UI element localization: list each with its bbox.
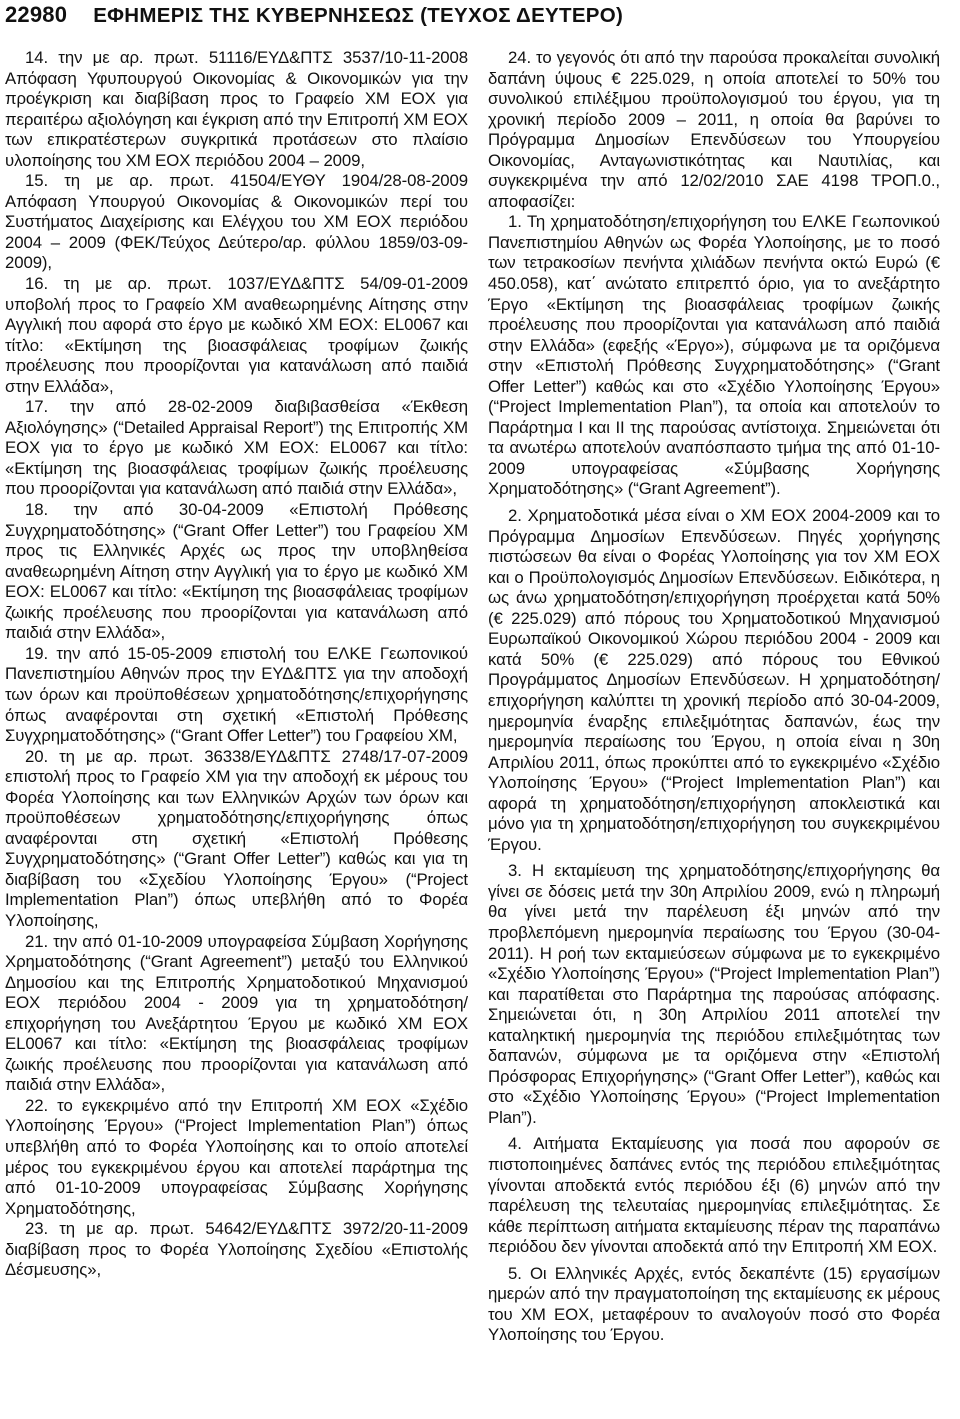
paragraph: 23. τη με αρ. πρωτ. 54642/ΕΥΔ&ΠΤΣ 3972/20-11-2009 διαβίβαση προς το Φορέα Υλοποίησης Σχεδίου «Επιστολής Δέσμευσης», <box>5 1219 468 1280</box>
left-column <box>5 48 468 1346</box>
paragraph: 16. τη με αρ. πρωτ. 1037/ΕΥΔ&ΠΤΣ 54/09-01-2009 υποβολή προς το Γραφείο ΧΜ αναθεωρημένης Αίτησης στην Αγγλική που αφορά στο έργο με κωδικό ΧΜ ΕΟΧ: EL0067 και τίτλο: «Εκτίμηση της βιοασφάλειας τροφίμων ζωικής προέλευσης που προορίζονται για κατανάλωση από παιδιά στην Ελλάδα», <box>5 274 468 396</box>
gazette-title: ΕΦΗΜΕΡΙΣ ΤΗΣ ΚΥΒΕΡΝΗΣΕΩΣ (ΤΕΥΧΟΣ ΔΕΥΤΕΡΟ) <box>93 4 624 27</box>
paragraph: 24. το γεγονός ότι από την παρούσα προκαλείται συνολική δαπάνη ύψους € 225.029, η οποία αποτελεί το 50% του συνολικού επιλέξιμου προϋπολογισμού του έργου, για τη χρονική περίοδο 2009 – 2011, η οποία θα βαρύνει το Πρόγραμμα Δημοσίων Επενδύσεων του Υπουργείου Οικονομίας, Ανταγωνιστικότητας και Ναυτιλίας, και συγκεκριμένα την από 12/02/2010 ΣΑΕ 4198 ΤΡΟΠ.0., αποφασίζει: <box>488 48 940 211</box>
paragraph: 22. το εγκεκριμένο από την Επιτροπή ΧΜ ΕΟΧ «Σχέδιο Υλοποίησης Έργου» (“Project Implementation Plan”) όπως υπεβλήθη από το Φορέα Υλοποίησης και το οποίο αποτελεί μέρος του εγκεκριμένου έργου και αποτελεί παράρτημα της από 01-10-2009 υπογραφείσας Σύμβασης Χορήγησης Χρηματοδότησης, <box>5 1095 468 1218</box>
paragraph: 1. Τη χρηματοδότηση/επιχορήγηση του ΕΛΚΕ Γεωπονικού Πανεπιστημίου Αθηνών ως Φορέα Υλοποίησης, με το ποσό των τετρακοσίων πενήντα χιλιάδων πενήντα οκτώ Ευρώ (€ 450.058), κατ΄ ανώτατο επιτρεπτό όριο, για το ανεξάρτητο Έργο «Εκτίμηση της βιοασφάλειας τροφίμων ζωικής προέλευσης που προορίζονται για κατανάλωση από παιδιά στην Ελλάδα» (εφεξής «Έργο»), σύμφωνα με τα οριζόμενα στην «Επιστολή Πρόθεσης Συγχρηματοδότησης» (“Grant Offer Letter”) καθώς και στο «Σχέδιο Υλοποίησης Έργου» (“Project Implementation Plan”), τα οποία και αποτελούν το Παράρτημα Ι και ΙΙ της παρούσας αντίστοιχα. Σημειώνεται ότι τα ανωτέρω αποτελούν αναπόσπαστο τμήμα της από 01-10-2009 υπογραφείσας «Σύμβασης Χορήγησης Χρηματοδότησης» (“Grant Agreement”). <box>488 212 940 499</box>
paragraph: 17. την από 28-02-2009 διαβιβασθείσα «Έκθεση Αξιολόγησης» (“Detailed Appraisal Report”) της Επιτροπής ΧΜ ΕΟΧ για το έργο με κωδικό ΧΜ ΕΟΧ: EL0067 και τίτλο: «Εκτίμηση της βιοασφάλειας τροφίμων ζωικής προέλευσης που προορίζονται για κατανάλωση από παιδιά στην Ελλάδα», <box>5 397 468 499</box>
right-column <box>488 48 940 1346</box>
paragraph: 19. την από 15-05-2009 επιστολή του ΕΛΚΕ Γεωπονικού Πανεπιστημίου Αθηνών προς την ΕΥΔ&ΠΤΣ για την αποδοχή των όρων και προϋποθέσεων χρηματοδότησης/επιχορήγησης όπως αναφέρονται στη σχετική «Επιστολή Πρόθεσης Συγχρηματοδότησης» (“Grant Offer Letter”) του Γραφείου ΧΜ, <box>5 643 468 746</box>
page-number: 22980 <box>5 2 68 27</box>
paragraph: 20. τη με αρ. πρωτ. 36338/ΕΥΔ&ΠΤΣ 2748/17-07-2009 επιστολή προς το Γραφείο ΧΜ για την αποδοχή εκ μέρους του Φορέα Υλοποίησης και των Ελληνικών Αρχών των όρων και προϋποθέσεων χρηματοδότησης/επιχορήγησης όπως αναφέρονται στη σχετική «Επιστολή Πρόθεσης Συγχρηματοδότησης» (“Grant Offer Letter”) καθώς και για τη διαβίβαση του «Σχεδίου Υλοποίησης Έργου» (“Project Implementation Plan”) όπως υπεβλήθη από το Φορέα Υλοποίησης, <box>5 746 468 930</box>
paragraph: 3. Η εκταμίευση της χρηματοδότησης/επιχορήγησης θα γίνει σε δόσεις μετά την 30η Απριλίου 2009, ενώ η πληρωμή θα γίνει μετά την παρέλευση έξι μηνών από την προβλεπόμενη ημερομηνία περαίωσης του Έργου (30-04-2011). Η ροή των εκταμιεύσεων σύμφωνα με το εγκεκριμένο «Σχέδιο Υλοποίησης Έργου» (“Project Implementation Plan”) και παρατίθεται στο Παράρτημα της παρούσας απόφασης. Σημειώνεται ότι, η 30η Απριλίου 2011 αποτελεί την καταληκτική ημερομηνία της περιόδου επιλεξιμότητας των δαπανών, σύμφωνα με τα οριζόμενα στην «Επιστολή Πρόσφορας Επιχορήγησης» (“Grant Offer Letter”), καθώς και στο «Σχέδιο Υλοποίησης Έργου» (“Project Implementation Plan”). <box>488 861 940 1127</box>
paragraph: 21. την από 01-10-2009 υπογραφείσα Σύμβαση Χορήγησης Χρηματοδότησης (“Grant Agreement”) μεταξύ του Ελληνικού Δημοσίου και της Επιτροπής Χρηματοδοτικού Μηχανισμού ΕΟΧ περιόδου 2004 - 2009 για τη χρηματοδότηση/επιχορήγηση του Ανεξάρτητου Έργου με κωδικό ΧΜ ΕΟΧ EL0067 και τίτλο: «Εκτίμηση της βιοασφάλειας τροφίμων ζωικής προέλευσης που προορίζονται για κατανάλωση από παιδιά στην Ελλάδα», <box>5 931 468 1095</box>
paragraph: 15. τη με αρ. πρωτ. 41504/ΕΥΘΥ 1904/28-08-2009 Απόφαση Υπουργού Οικονομίας & Οικονομικών περί του Συστήματος Διαχείρισης και Ελέγχου του ΧΜ ΕΟΧ περιόδου 2004 – 2009 (ΦΕΚ/Τεύχος Δεύτερο/αρ. φύλλου 1859/03-09-2009), <box>5 171 468 273</box>
paragraph: 4. Αιτήματα Εκταμίευσης για ποσά που αφορούν σε πιστοποιημένες δαπάνες εντός της περιόδου επιλεξιμότητας γίνονται αποδεκτά εντός περιόδου έξι (6) μηνών από την παρέλευση της τελευταίας ημερομηνίας επιλεξιμότητας. Σε κάθε περίπτωση αιτήματα εκταμίευσης πέραν της παραπάνω περιόδου δεν γίνονται αποδεκτά από την Επιτροπή ΧΜ ΕΟΧ. <box>488 1134 940 1257</box>
text-columns <box>5 48 940 1346</box>
paragraph: 5. Οι Ελληνικές Αρχές, εντός δεκαπέντε (15) εργασίμων ημερών από την πραγματοποίηση της εκταμίευσης εκ μέρους του ΧΜ ΕΟΧ, μεταφέρουν το αναλογούν ποσό στο Φορέα Υλοποίησης του Έργου. <box>488 1263 940 1345</box>
page-header <box>5 0 940 40</box>
paragraph: 18. την από 30-04-2009 «Επιστολή Πρόθεσης Συγχρηματοδότησης» (“Grant Offer Letter”) του Γραφείου ΧΜ προς τις Ελληνικές Αρχές ως προς την υποβληθείσα αναθεωρημένη Αίτηση στην Αγγλική για το έργο με κωδικό ΧΜ ΕΟΧ: EL0067 και τίτλο: «Εκτίμηση της βιοασφάλειας τροφίμων ζωικής προέλευσης που προορίζονται για κατανάλωση από παιδιά στην Ελλάδα», <box>5 500 468 643</box>
paragraph: 2. Χρηματοδοτικά μέσα είναι ο ΧΜ ΕΟΧ 2004-2009 και το Πρόγραμμα Δημοσίων Επενδύσεων. Πηγές χορήγησης πιστώσεων θα είναι ο Φορέας Υλοποίησης για τον ΧΜ ΕΟΧ και ο Προϋπολογισμός Δημοσίων Επενδύσεων. Ειδικότερα, η ως άνω χρηματοδότηση/επιχορήγηση προέρχεται κατά 50% (€ 225.029) από πόρους του Χρηματοδοτικού Μηχανισμού Ευρωπαϊκού Οικονομικού Χώρου περιόδου 2004 - 2009 και κατά 50% (€ 225.029) από πόρους του Εθνικού Προγράμματος Δημοσίων Επενδύσεων. Η χρηματοδότηση/επιχορήγηση καλύπτει τη χρονική περίοδο από 30-04-2009, ημερομηνία έναρξης επιλεξιμότητας δαπανών, έως την ημερομηνία περαίωσης του Έργου, η οποία είναι η 30η Απριλίου 2011, όπως προκύπτει από το εγκεκριμένο «Σχέδιο Υλοποίησης Έργου» (“Project Implementation Plan”) και αφορά τη χρηματοδότηση/επιχορήγηση αποκλειστικά και μόνο για τη χρηματοδότηση/επιχορήγηση του συγκεκριμένου Έργου. <box>488 506 940 854</box>
paragraph: 14. την με αρ. πρωτ. 51116/ΕΥΔ&ΠΤΣ 3537/10-11-2008 Απόφαση Υφυπουργού Οικονομίας & Οικονομικών για την προέγκριση και διαβίβαση προς το Γραφείο ΧΜ ΕΟΧ για περαιτέρω αξιολόγηση και έγκριση από την Επιτροπή ΧΜ ΕΟΧ των επικρατέστερων συγκριτικά προτάσεων στο πλαίσιο υλοποίησης του ΧΜ ΕΟΧ περιόδου 2004 – 2009, <box>5 48 468 170</box>
